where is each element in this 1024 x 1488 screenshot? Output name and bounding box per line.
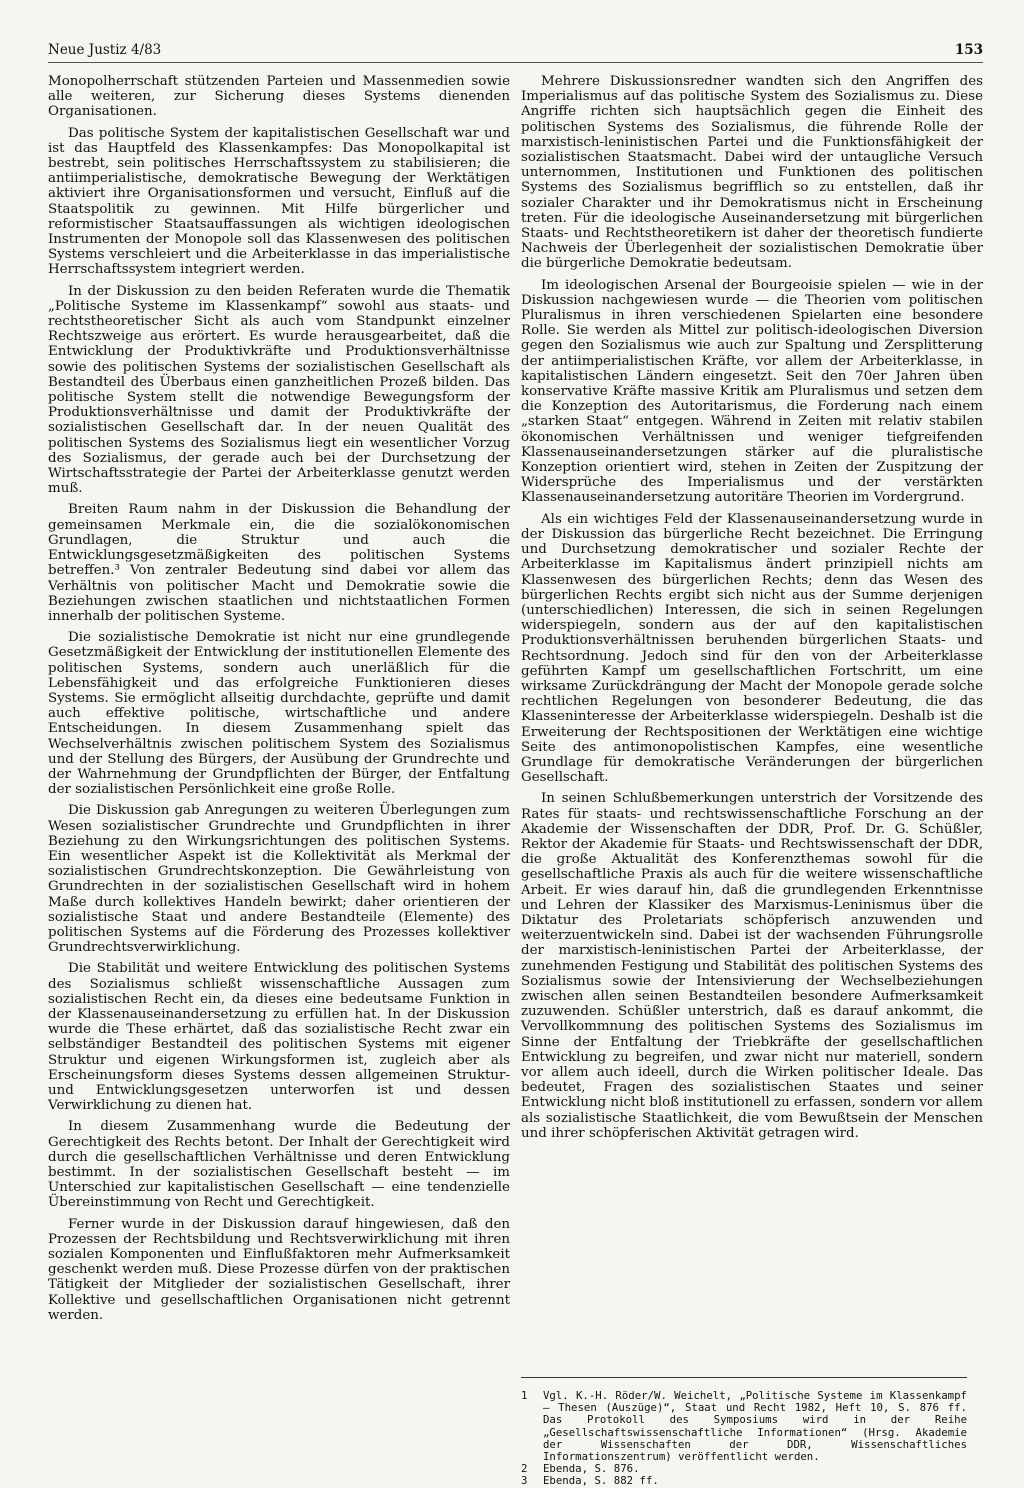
footnote	[521, 1463, 967, 1475]
paragraph: In der Diskussion zu den beiden Referaten wurde die Thematik „Politische Systeme im Klassenkampf“ sowohl aus staats- und rechtstheoretischer Sicht als auch vom Standpunkt einzelner Rechtszweige aus erörtert. Es wurde herausgearbeitet, daß die Entwicklung der Produktivkräfte und Produktionsverhältnisse sowie des politischen Systems der sozialistischen Gesellschaft als Bestandteil des Überbaus einen ganzheitlichen Prozeß bilden. Das politische System stellt die notwendige Bewegungsform der Produktionsverhältnisse und damit der Produktivkräfte der sozialistischen Gesellschaft dar. In der neuen Qualität des politischen Systems des Sozialismus liegt ein wesentlicher Vorzug des Sozialismus, der gerade auch bei der Durchsetzung der Wirtschaftsstrategie der Partei der Arbeiterklasse genutzt werden muß.	[48, 283, 510, 497]
footnote-divider	[521, 1377, 967, 1378]
footnote-number: 1	[521, 1389, 528, 1402]
footnotes	[521, 1390, 967, 1488]
paragraph: Die Stabilität und weitere Entwicklung des politischen Systems des Sozialismus schließt wissenschaftliche Aussagen zum sozialistischen Recht ein, da dieses eine bedeutsame Funktion in der Klassenauseinandersetzung zu erfüllen hat. In der Diskussion wurde die These erhärtet, daß das sozialistische Recht zwar ein selbständiger Bestandteil des politischen Systems mit eigener Struktur und eigenen Wirkungsformen ist, zugleich aber als Erscheinungsform dieses Systems dessen allgemeinen Struktur- und Entwicklungsgesetzen unterworfen ist und dessen Verwirklichung zu dienen hat.	[48, 961, 510, 1114]
footnote-text: Vgl. K.-H. Röder/W. Weichelt, „Politische Systeme im Klassenkampf – Thesen (Auszüge)“, Staat und Recht 1982, Heft 10, S. 876 ff. Das Protokoll des Symposiums wird in der Reihe „Gesellschaftswissenschaftliche Informationen“ (Hrsg. Akademie der Wissenschaften der DDR, Wissenschaftliches Informationszentrum) veröffentlicht werden.	[543, 1389, 967, 1464]
paragraph: Breiten Raum nahm in der Diskussion die Behandlung der gemeinsamen Merkmale ein, die die sozialökonomischen Grundlagen, die Struktur und auch die Entwicklungsgesetzmäßigkeiten des politischen Systems betreffen.³ Von zentraler Bedeutung sind dabei vor allem das Verhältnis von politischer Macht und Demokratie sowie die Beziehungen zwischen staatlichen und nichtstaatlichen Formen innerhalb der politischen Systeme.	[48, 502, 510, 624]
left-column	[48, 74, 510, 1329]
footnote-text: Ebenda, S. 876.	[543, 1462, 640, 1476]
right-column	[521, 74, 983, 1147]
footnote-number: 3	[521, 1474, 528, 1488]
footnote-number: 2	[521, 1462, 528, 1476]
paragraph: Im ideologischen Arsenal der Bourgeoisie spielen — wie in der Diskussion nachgewiesen wurde — die Theorien vom politischen Pluralismus in ihren verschiedenen Spielarten eine besondere Rolle. Sie werden als Mittel zur politisch-ideologischen Diversion gegen den Sozialismus wie auch zur Spaltung und Zersplitterung der antiimperialistischen Kräfte, vor allem der Arbeiterklasse, in kapitalistischen Ländern eingesetzt. Seit den 70er Jahren üben konservative Kräfte massive Kritik am Pluralismus und setzen dem die Konzeption des Autoritarismus, die Forderung nach einem „starken Staat“ entgegen. Während in Zeiten mit relativ stabilen ökonomischen Verhältnissen und weniger tiefgreifenden Klassenauseinandersetzungen stärker auf die pluralistische Konzeption orientiert wird, stehen in Zeiten der Zuspitzung der Widersprüche des Imperialismus und der verstärkten Klassenauseinandersetzung autoritäre Theorien im Vordergrund.	[521, 277, 983, 506]
journal-title: Neue Justiz 4/83	[48, 42, 162, 58]
footnote-text: Ebenda, S. 882 ff.	[543, 1474, 659, 1488]
paragraph: Das politische System der kapitalistischen Gesellschaft war und ist das Hauptfeld des Klassenkampfes: Das Monopolkapital ist bestrebt, sein politisches Herrschaftssystem zu stabilisieren; die antiimperialistische, demokratische Bewegung der Werktätigen aktiviert ihre Organisationsformen und versucht, Einfluß auf die Staatspolitik zu gewinnen. Mit Hilfe bürgerlicher und reformistischer Staatsauffassungen als wichtigen ideologischen Instrumenten der Monopole soll das Klassenwesen des politischen Systems verschleiert und die Arbeiterklasse in das imperialistische Herrschaftssystem integriert werden.	[48, 125, 510, 278]
paragraph: Ferner wurde in der Diskussion darauf hingewiesen, daß den Prozessen der Rechtsbildung und Rechtsverwirklichung mit ihren sozialen Komponenten und Einflußfaktoren mehr Aufmerksamkeit geschenkt werden muß. Diese Prozesse dürfen von der praktischen Tätigkeit der Mitglieder der sozialistischen Gesellschaft, ihrer Kollektive und gesellschaftlichen Organisationen nicht getrennt werden.	[48, 1216, 510, 1323]
page-header	[48, 40, 983, 63]
paragraph: Monopolherrschaft stützenden Parteien und Massenmedien sowie alle weiteren, zur Sicherung dieses Systems dienenden Organisationen.	[48, 74, 510, 120]
footnote	[521, 1390, 967, 1463]
paragraph: Die Diskussion gab Anregungen zu weiteren Überlegungen zum Wesen sozialistischer Grundrechte und Grundpflichten in ihrer Beziehung zu den Wirkungsrichtungen des politischen Systems. Ein wesentlicher Aspekt ist die Kollektivität als Merkmal der sozialistischen Grundrechtskonzeption. Die Gewährleistung von Grundrechten in der sozialistischen Gesellschaft wird in hohem Maße durch kollektives Handeln bewirkt; daher orientieren der sozialistische Staat und andere Bestandteile (Elemente) des politischen Systems auf die Förderung des Prozesses kollektiver Grundrechtsverwirklichung.	[48, 803, 510, 956]
paragraph: Als ein wichtiges Feld der Klassenauseinandersetzung wurde in der Diskussion das bürgerliche Recht bezeichnet. Die Erringung und Durchsetzung demokratischer und sozialer Rechte der Arbeiterklasse im Kapitalismus ändert prinzipiell nichts am Klassenwesen des bürgerlichen Rechts; denn das Wesen des bürgerlichen Rechts ergibt sich nicht aus der Summe derjenigen (unterschiedlichen) Interessen, die sich in seinen Regelungen widerspiegeln, sondern aus der auf den kapitalistischen Produktionsverhältnissen beruhenden bürgerlichen Staats- und Rechtsordnung. Jedoch sind für den von der Arbeiterklasse geführten Kampf um gesellschaftlichen Fortschritt, um eine wirksame Zurückdrängung der Macht der Monopole gerade solche rechtlichen Regelungen von besonderer Bedeutung, die das Klasseninteresse der Arbeiterklasse widerspiegeln. Deshalb ist die Erweiterung der Rechtspositionen der Werktätigen eine wichtige Seite des antimonopolistischen Kampfes, eine wesentliche Grundlage für demokratische Veränderungen der bürgerlichen Gesellschaft.	[521, 511, 983, 786]
paragraph: In diesem Zusammenhang wurde die Bedeutung der Gerechtigkeit des Rechts betont. Der Inhalt der Gerechtigkeit wird durch die gesellschaftlichen Verhältnisse und deren Entwicklung bestimmt. In der sozialistischen Gesellschaft besteht — im Unterschied zur kapitalistischen Gesellschaft — eine tendenzielle Übereinstimmung von Recht und Gerechtigkeit.	[48, 1119, 510, 1211]
page-number: 153	[954, 42, 983, 58]
paragraph: In seinen Schlußbemerkungen unterstrich der Vorsitzende des Rates für staats- und rechtswissenschaftliche Forschung an der Akademie der Wissenschaften der DDR, Prof. Dr. G. Schüßler, Rektor der Akademie für Staats- und Rechtswissenschaft der DDR, die große Aktualität des Konferenzthemas sowohl für die gesellschaftliche Praxis als auch für die weitere wissenschaftliche Arbeit. Er wies darauf hin, daß die grundlegenden Erkenntnisse und Lehren der Klassiker des Marxismus-Leninismus über die Diktatur des Proletariats schöpferisch anzuwenden und weiterzuentwickeln sind. Dabei ist der wachsenden Führungsrolle der marxistisch-leninistischen Partei der Arbeiterklasse, der zunehmenden Festigung und Stabilität des politischen Systems des Sozialismus sowie der Intensivierung der Wechselbeziehungen zwischen allen seinen Bestandteilen besondere Aufmerksamkeit zuzuwenden. Schüßler unterstrich, daß es darauf ankommt, die Vervollkommnung des politischen Systems des Sozialismus im Sinne der Entfaltung der Triebkräfte der gesellschaftlichen Entwicklung zu begreifen, und zwar nicht nur materiell, sondern vor allem auch ideell, durch die Wirken politischer Ideale. Das bedeutet, Fragen des sozialistischen Staates und seiner Entwicklung nicht bloß institutionell zu erfassen, sondern vor allem als sozialistische Staatlichkeit, die vom Bewußtsein der Menschen und ihrer schöpferischen Aktivität getragen wird.	[521, 791, 983, 1141]
footnote	[521, 1475, 967, 1487]
paragraph: Mehrere Diskussionsredner wandten sich den Angriffen des Imperialismus auf das politische System des Sozialismus zu. Diese Angriffe richten sich hauptsächlich gegen die Einheit des politischen Systems des Sozialismus, die führende Rolle der marxistisch-leninistischen Partei und die Funktionsfähigkeit der sozialistischen Staatsmacht. Dabei wird der untaugliche Versuch unternommen, Institutionen und Funktionen des politischen Systems des Sozialismus begrifflich so zu entstellen, daß ihr sozialer Charakter und ihr Demokratismus nicht in Erscheinung treten. Für die ideologische Auseinandersetzung mit bürgerlichen Staats- und Rechtstheoretikern ist daher der theoretisch fundierte Nachweis der Überlegenheit der sozialistischen Demokratie über die bürgerliche Demokratie bedeutsam.	[521, 74, 983, 272]
paragraph: Die sozialistische Demokratie ist nicht nur eine grundlegende Gesetzmäßigkeit der Entwicklung der institutionellen Elemente des politischen Systems, sondern auch unerläßlich für die Lebensfähigkeit und das erfolgreiche Funktionieren dieses Systems. Sie ermöglicht allseitig durchdachte, geprüfte und damit auch effektive politische, wirtschaftliche und andere Entscheidungen. In diesem Zusammenhang spielt das Wechselverhältnis zwischen politischem System des Sozialismus und der Stellung des Bürgers, der Ausübung der Grundrechte und der Wahrnehmung der Grundpflichten der Bürger, der Entfaltung der sozialistischen Persönlichkeit eine große Rolle.	[48, 630, 510, 798]
